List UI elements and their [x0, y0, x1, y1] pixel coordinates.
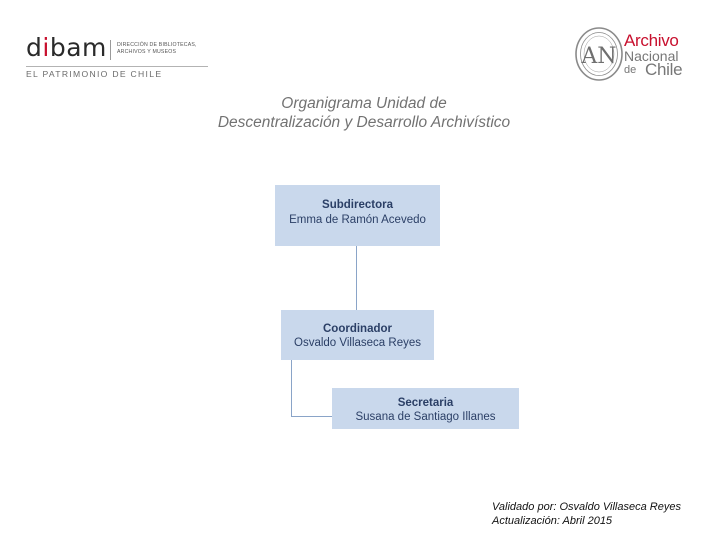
node-role: Subdirectora: [322, 199, 393, 211]
archivo-seal-icon: [574, 26, 626, 82]
dibam-logo: [26, 34, 210, 82]
connector-coordinador-down: [291, 360, 292, 417]
dibam-wordmark: dibam: [26, 33, 107, 62]
archivo-word: Archivo: [624, 31, 679, 50]
node-role: Coordinador: [323, 323, 392, 335]
org-node-subdirectora: [275, 185, 440, 246]
connector-to-secretaria: [291, 416, 332, 417]
dibam-divider: [110, 40, 111, 60]
nacional-word: Nacional: [624, 48, 679, 64]
node-person: Susana de Santiago Illanes: [355, 411, 496, 423]
dibam-subtitle: EL PATRIMONIO DE CHILE: [26, 69, 163, 79]
validated-by: Validado por: Osvaldo Villaseca Reyes: [492, 501, 681, 513]
node-person: Osvaldo Villaseca Reyes: [294, 337, 421, 349]
chile-word: Chile: [645, 60, 683, 79]
node-person: Emma de Ramón Acevedo: [289, 214, 426, 226]
archivo-nacional-logo: [574, 26, 698, 88]
node-role: Secretaria: [397, 397, 454, 409]
footer-note: [492, 500, 712, 528]
title-line-1: Organigrama Unidad de: [281, 95, 447, 112]
svg-text:AN: AN: [581, 44, 617, 69]
title-line-2: Descentralización y Desarrollo Archivístico: [217, 114, 511, 131]
update-date: Actualización: Abril 2015: [492, 515, 613, 527]
dibam-tagline: DIRECCIÓN DE BIBLIOTECAS, ARCHIVOS Y MUSEOS: [117, 42, 197, 55]
page-title: [150, 94, 578, 132]
org-node-coordinador: [281, 310, 434, 360]
de-word: de: [624, 64, 637, 76]
dibam-rule: [26, 66, 208, 67]
connector-subdirectora-coordinador: [356, 246, 357, 310]
org-node-secretaria: [332, 388, 519, 429]
